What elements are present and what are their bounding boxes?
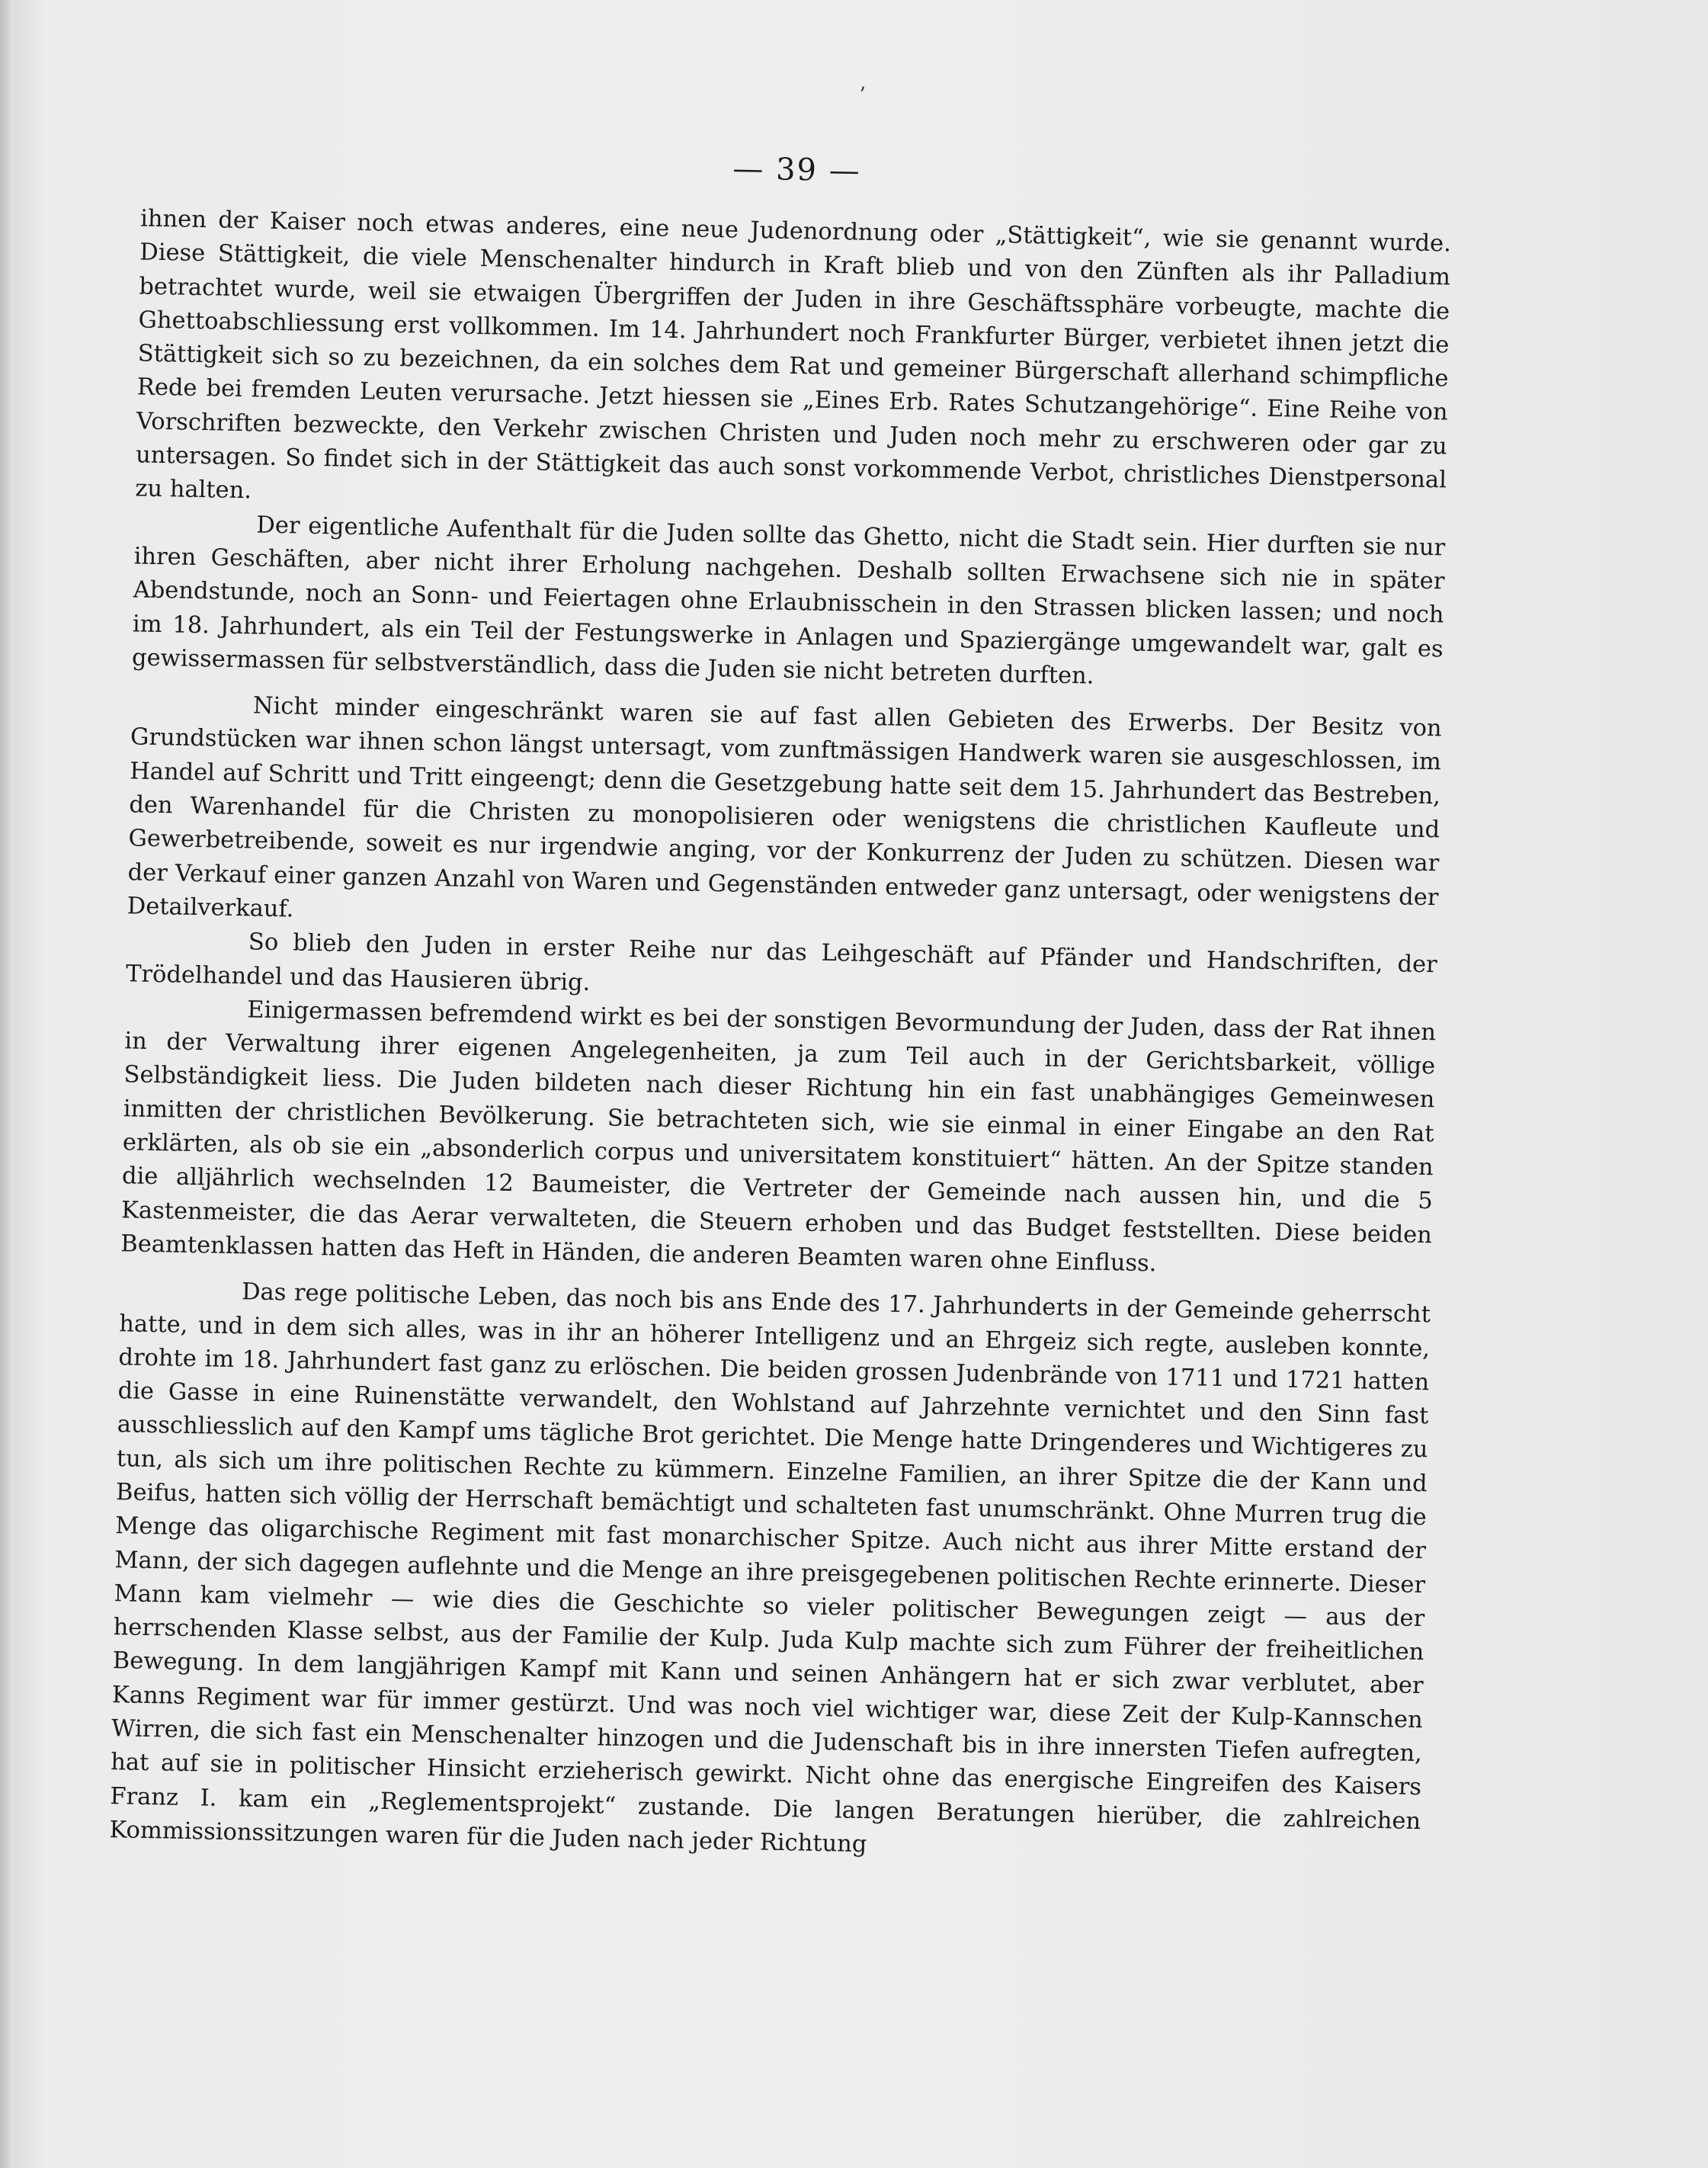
stray-mark: ’ [859, 83, 867, 107]
paragraph: Einigermassen befremdend wirkt es bei der sonstigen Bevormundung der Juden, dass der Rat ihnen in der Verwaltung ihrer eigenen Angelegenheiten, ja zum Teil auch in der Gerichtsbarkeit, völlige Selbständigkeit liess. Die Juden bildeten nach dieser Richtung hin ein fast unabhängiges Gemeinwesen inmitten der christlichen Bevölkerung. Sie betrachteten sich, wie sie einmal in einer Eingabe an den Rat erklärten, als ob sie ein „absonderlich corpus und universitatem konstituiert“ hätten. An der Spitze standen die alljährlich wechselnden 12 Baumeister, die Vertreter der Gemeinde nach aussen hin, und die 5 Kastenmeister, die das Aerar verwalteten, die Steuern erhoben und das Budget feststellten. Diese beiden Beamtenklassen hatten das Heft in Händen, die anderen Beamten waren ohne Einfluss. [120, 996, 1437, 1278]
page-number: — 39 — [732, 151, 862, 189]
paragraph: Das rege politische Leben, das noch bis ans Ende des 17. Jahrhunderts in der Gemeinde geherrscht hatte, und in dem sich alles, was in ihr an höherer Intelligenz und an Ehrgeiz sich regte, ausleben konnte, drohte im 18. Jahrhundert fast ganz zu erlöschen. Die beiden grossen Judenbrände von 1711 und 1721 hatten die Gasse in eine Ruinenstätte verwandelt, den Wohlstand auf Jahrzehnte vernichtet und den Sinn fast ausschliesslich auf den Kampf ums tägliche Brot gerichtet. Die Menge hatte Dringenderes und Wichtigeres zu tun, als sich um ihre politischen Rechte zu kümmern. Einzelne Familien, an ihrer Spitze die der Kann und Beifus, hatten sich völlig der Herrschaft bemächtigt und schalteten fast unumschränkt. Ohne Murren trug die Menge das oligarchische Regiment mit fast monarchischer Spitze. Auch nicht aus ihrer Mitte erstand der Mann, der sich dagegen auflehnte und die Menge an ihre preisgegebenen politischen Rechte erinnerte. Dieser Mann kam vielmehr — wie dies die Geschichte so vieler politischer Bewegungen zeigt — aus der herrschenden Klasse selbst, aus der Familie der Kulp. Juda Kulp machte sich zum Führer der freiheitlichen Bewegung. In dem langjährigen Kampf mit Kann und seinen Anhängern hat er sich zwar verblutet, aber Kanns Regiment war für immer gestürzt. Und was noch viel wichtiger war, diese Zeit der Kulp-Kannschen Wirren, die sich fast ein Menschenalter hinzogen und die Judenschaft bis in ihre innersten Tiefen aufregten, hat auf sie in politischer Hinsicht erzieherisch gewirkt. Nicht ohne das energische Eingreifen des Kaisers Franz I. kam ein „Reglementsprojekt“ zustande. Die langen Beratungen hierüber, die zahlreichen Kommissionssitzungen waren für die Juden nach jeder Richtung [109, 1278, 1431, 1859]
paragraph: ihnen der Kaiser noch etwas anderes, eine neue Judenordnung oder „Stättigkeit“, wie sie genannt wurde. Diese Stättigkeit, die viele Menschenalter hindurch in Kraft blieb und von den Zünften als ihr Palladium betrachtet wurde, weil sie etwaigen Übergriffen der Juden in ihre Geschäftssphäre vorbeugte, machte die Ghettoabschliessung erst vollkommen. Im 14. Jahrhundert noch Frankfurter Bürger, verbietet ihnen jetzt die Stättigkeit sich so zu bezeichnen, da ein solches dem Rat und gemeiner Bürgerschaft allerhand schimpfliche Rede bei fremden Leuten verursache. Jetzt hiessen sie „Eines Erb. Rates Schutzangehörige“. Eine Reihe von Vorschriften bezweckte, den Verkehr zwischen Christen und Juden noch mehr zu erschweren oder gar zu untersagen. So findet sich in der Stättigkeit das auch sonst vorkommende Verbot, christliches Dienstpersonal zu halten. [135, 205, 1452, 505]
page-edge-shadow [0, 0, 14, 2168]
paragraph: Der eigentliche Aufenthalt für die Juden sollte das Ghetto, nicht die Stadt sein. Hier durften sie nur ihren Geschäften, aber nicht ihrer Erholung nachgehen. Deshalb sollten Erwachsene sich nie in später Abendstunde, noch an Sonn- und Feiertagen ohne Erlaubnisschein in den Strassen blicken lassen; und noch im 18. Jahrhundert, als ein Teil der Festungswerke in Anlagen und Spaziergänge umgewandelt war, galt es gewissermassen für selbstverständlich, dass die Juden sie nicht betreten durften. [131, 512, 1446, 690]
book-page [107, 83, 1453, 2009]
body-text [109, 202, 1451, 1872]
paragraph: Nicht minder eingeschränkt waren sie auf fast allen Gebieten des Erwerbs. Der Besitz von Grundstücken war ihnen schon längst untersagt, vom zunftmässigen Handwerk waren sie ausgeschlossen, im Handel auf Schritt und Tritt eingeengt; denn die Gesetzgebung hatte seit dem 15. Jahrhundert das Bestreben, den Warenhandel für die Christen zu monopolisieren oder wenigstens die christlichen Kaufleute und Gewerbetreibende, soweit es nur irgendwie anging, vor der Konkurrenz der Juden zu schützen. Diesen war der Verkauf einer ganzen Anzahl von Waren und Gegenständen entweder ganz untersagt, oder wenigstens der Detailverkauf. [127, 692, 1442, 923]
paragraph: So blieb den Juden in erster Reihe nur das Leihgeschäft auf Pfänder und Handschriften, der Trödelhandel und das Hausieren übrig. [125, 928, 1438, 996]
